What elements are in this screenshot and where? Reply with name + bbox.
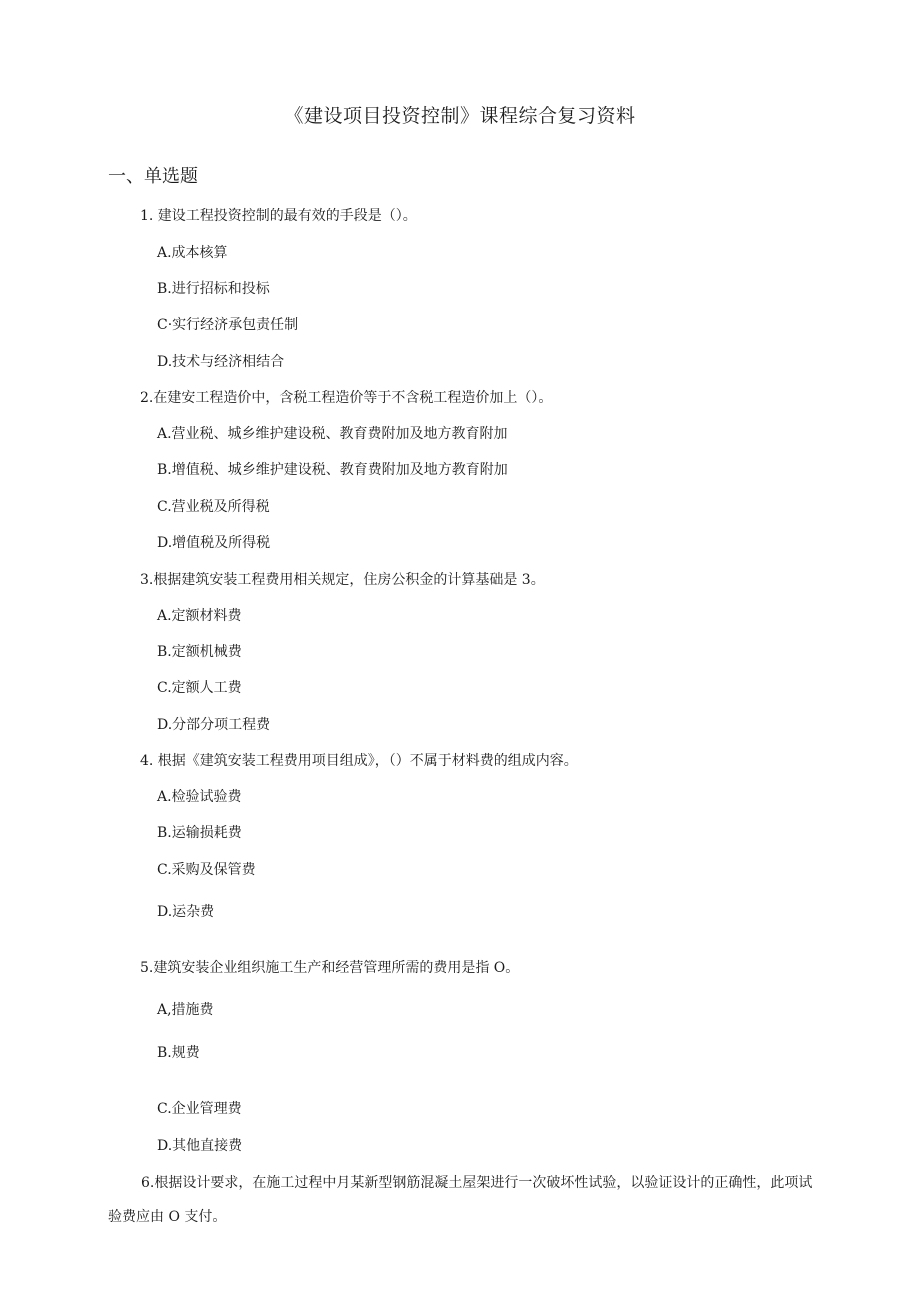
- question-3-option-b: B.定额机械费: [157, 644, 242, 660]
- question-4-option-d: D.运杂费: [157, 904, 215, 920]
- question-1-stem: 1. 建设工程投资控制的最有效的手段是（）。: [140, 208, 417, 224]
- question-6-stem: 6.根据设计要求，在施工过程中月某新型钢筋混凝土屋架进行一次破坏性试验，以验证设计的正确性，此项试验费应由 O 支付。: [108, 1175, 813, 1225]
- question-1-option-a: A.成本核算: [157, 245, 228, 261]
- question-2-option-d: D.增值税及所得税: [157, 535, 271, 551]
- section-heading: 一、单选题: [108, 166, 198, 187]
- question-4-option-b: B.运输损耗费: [157, 825, 242, 841]
- question-1-option-c: C·实行经济承包责任制: [157, 317, 299, 333]
- question-2-option-c: C.营业税及所得税: [157, 499, 270, 515]
- question-3-stem: 3.根据建筑安装工程费用相关规定，住房公积金的计算基础是 3。: [140, 572, 545, 588]
- question-5-option-a: A,措施费: [157, 1002, 214, 1018]
- question-1-option-d: D.技术与经济相结合: [157, 354, 285, 370]
- question-2-option-a: A.营业税、城乡维护建设税、教育费附加及地方教育附加: [157, 426, 508, 442]
- question-5-stem: 5.建筑安装企业组织施工生产和经营管理所需的费用是指 O。: [140, 960, 520, 976]
- question-2-option-b: B.增值税、城乡维护建设税、教育费附加及地方教育附加: [157, 462, 508, 478]
- question-5-option-c: C.企业管理费: [157, 1101, 242, 1117]
- question-4-stem: 4. 根据《建筑安装工程费用项目组成》，（）不属于材料费的组成内容。: [140, 753, 578, 769]
- question-5-option-d: D.其他直接费: [157, 1138, 243, 1154]
- question-1-option-b: B.进行招标和投标: [157, 281, 270, 297]
- question-3-option-c: C.定额人工费: [157, 680, 242, 696]
- question-3-option-a: A.定额材料费: [157, 608, 242, 624]
- question-3-option-d: D.分部分项工程费: [157, 717, 271, 733]
- question-4-option-c: C.采购及保管费: [157, 862, 256, 878]
- question-2-stem: 2.在建安工程造价中，含税工程造价等于不含税工程造价加上（）。: [140, 390, 553, 406]
- question-5-option-b: B.规费: [157, 1045, 200, 1061]
- question-4-option-a: A.检验试验费: [157, 789, 242, 805]
- document-title: 《建设项目投资控制》课程综合复习资料: [284, 105, 636, 127]
